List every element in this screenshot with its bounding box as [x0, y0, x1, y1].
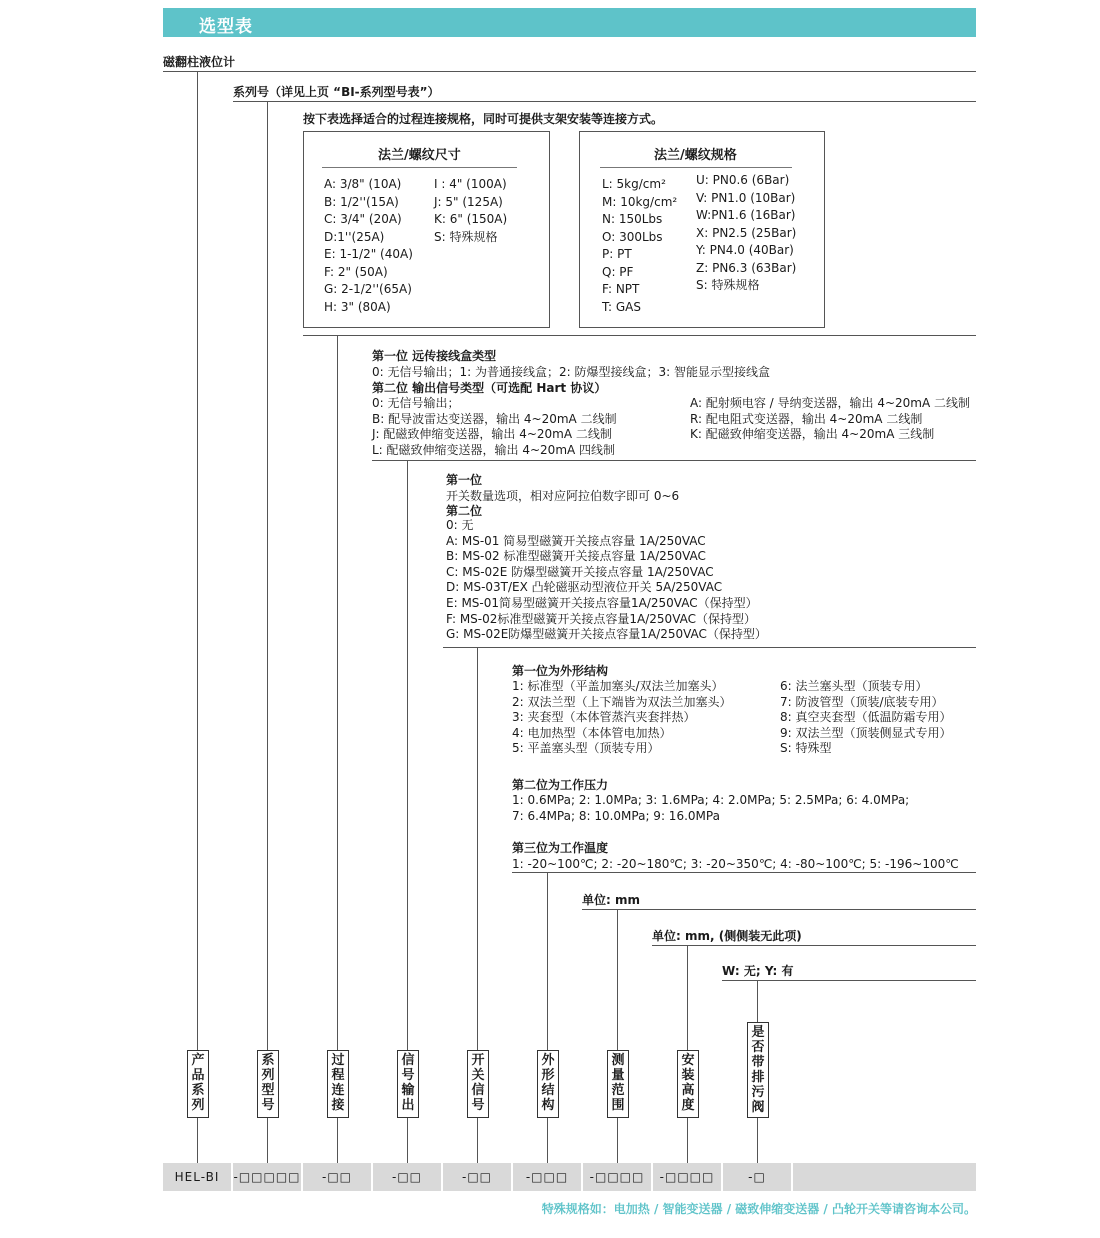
- divider: [582, 909, 976, 910]
- list-item: K: 6" (150A): [434, 212, 508, 226]
- list-item: 0: 无: [446, 518, 474, 532]
- list-item: S: 特殊规格: [434, 229, 498, 244]
- list-item: 1: 0.6MPa; 2: 1.0MPa; 3: 1.6MPa; 4: 2.0MPa; 5: 2.5MPa; 6: 4.0MPa;: [512, 793, 910, 807]
- list-item: F: 2" (50A): [324, 264, 388, 279]
- list-item: 5: 平盖塞头型（顶装专用）: [512, 741, 660, 756]
- label-measure-range: 测量范围: [607, 1050, 629, 1118]
- label-switch-signal: 开关信号: [467, 1050, 489, 1118]
- connection-intro: 按下表选择适合的过程连接规格，同时可提供支架安装等连接方式。: [303, 112, 664, 126]
- signal-first-desc: 0: 无信号输出；1: 为普通接线盒；2: 防爆型接线盒；3: 智能显示型接线盒: [372, 365, 770, 379]
- connector-line: [547, 872, 548, 1163]
- pressure-list: [512, 793, 909, 824]
- code-range: -□□□□: [583, 1163, 651, 1191]
- list-item: A: 3/8" (10A): [324, 177, 402, 191]
- switch-first-desc: 开关数量选项，相对应阿拉伯数字即可 0~6: [446, 489, 680, 503]
- divider: [443, 647, 976, 648]
- code-product: HEL-BI: [163, 1163, 231, 1191]
- divider: [303, 335, 976, 336]
- list-item: J: 配磁致伸缩变送器，输出 4~20mA 二线制: [372, 427, 612, 441]
- divider: [722, 980, 976, 981]
- list-item: L: 5kg/cm²: [602, 177, 666, 191]
- pressure-title: 第二位为工作压力: [512, 778, 609, 792]
- list-item: G: 2-1/2''(65A): [324, 282, 412, 296]
- product-level-title: 磁翻柱液位计: [163, 55, 236, 69]
- list-item: W:PN1.6 (16Bar): [696, 208, 796, 222]
- list-item: G: MS-02E防爆型磁簧开关接点容量1A/250VAC（保持型）: [446, 627, 767, 642]
- list-item: 7: 防波管型（顶装/底装专用）: [780, 694, 944, 709]
- list-item: 4: 电加热型（本体管电加热）: [512, 725, 672, 740]
- list-item: B: 配导波雷达变送器，输出 4~20mA 二线制: [372, 411, 617, 426]
- label-series-model: 系列型号: [257, 1050, 279, 1118]
- shape-left-list: [512, 679, 732, 757]
- cell-separator: [581, 1163, 583, 1191]
- cell-separator: [231, 1163, 233, 1191]
- label-signal-output: 信号输出: [397, 1050, 419, 1118]
- list-item: K: 配磁致伸缩变送器，输出 4~20mA 三线制: [690, 427, 935, 441]
- flange-size-col1: [324, 176, 413, 316]
- flange-size-box: [303, 131, 550, 328]
- code-shape: -□□□: [513, 1163, 581, 1191]
- shape-right-list: [780, 679, 952, 757]
- list-item: D: MS-03T/EX 凸轮磁驱动型液位开关 5A/250VAC: [446, 580, 723, 595]
- list-item: 9: 双法兰型（顶装侧显式专用）: [780, 725, 952, 740]
- code-switch: -□□: [443, 1163, 511, 1191]
- flange-size-title: 法兰/螺纹尺寸: [378, 148, 461, 163]
- list-item: 3: 夹套型（本体管蒸汽夹套拌热）: [512, 710, 696, 725]
- list-item: N: 150Lbs: [602, 212, 663, 226]
- divider: [512, 872, 976, 873]
- cell-separator: [791, 1163, 793, 1191]
- list-item: P: PT: [602, 247, 632, 261]
- code-connection: -□□: [303, 1163, 371, 1191]
- temperature-list: 1: -20~100℃; 2: -20~180℃; 3: -20~350℃; 4: -80~100℃; 5: -196~100℃: [512, 857, 959, 871]
- code-series: -□□□□□: [233, 1163, 301, 1191]
- divider: [163, 71, 976, 72]
- list-item: O: 300Lbs: [602, 229, 663, 244]
- connector-line: [617, 909, 618, 1163]
- list-item: 6: 法兰塞头型（顶装专用）: [780, 679, 928, 693]
- label-product-series: 产品系列: [187, 1050, 209, 1118]
- signal-right-list: [690, 396, 970, 443]
- list-item: I : 4" (100A): [434, 177, 507, 191]
- list-item: L: 配磁致伸缩变送器，输出 4~20mA 四线制: [372, 442, 616, 457]
- list-item: T: GAS: [602, 299, 641, 314]
- divider: [372, 460, 976, 461]
- section-header: [163, 8, 976, 37]
- list-item: F: NPT: [602, 282, 640, 296]
- signal-second-title: 第二位 输出信号类型（可选配 Hart 协议）: [372, 381, 607, 395]
- list-item: 8: 真空夹套型（低温防霜专用）: [780, 710, 952, 725]
- flange-spec-col1: [602, 176, 677, 316]
- flange-size-col2: [434, 176, 507, 246]
- divider: [600, 167, 792, 168]
- list-item: Q: PF: [602, 264, 634, 279]
- list-item: Z: PN6.3 (63Bar): [696, 260, 797, 275]
- code-height: -□□□□: [653, 1163, 721, 1191]
- list-item: E: 1-1/2" (40A): [324, 247, 413, 261]
- height-unit: 单位: mm, (侧侧装无此项): [652, 929, 802, 943]
- list-item: H: 3" (80A): [324, 299, 391, 314]
- code-drain: -□: [723, 1163, 791, 1191]
- list-item: B: MS-02 标准型磁簧开关接点容量 1A/250VAC: [446, 549, 706, 564]
- list-item: R: 配电阻式变送器，输出 4~20mA 二线制: [690, 411, 923, 426]
- divider: [322, 167, 517, 168]
- list-item: F: MS-02标准型磁簧开关接点容量1A/250VAC（保持型）: [446, 611, 757, 626]
- cell-separator: [371, 1163, 373, 1191]
- section-title: 选型表: [199, 17, 253, 37]
- code-signal: -□□: [373, 1163, 441, 1191]
- cell-separator: [721, 1163, 723, 1191]
- list-item: D:1''(25A): [324, 229, 385, 244]
- list-item: B: 1/2''(15A): [324, 194, 399, 209]
- list-item: A: MS-01 简易型磁簧开关接点容量 1A/250VAC: [446, 533, 706, 548]
- list-item: M: 10kg/cm²: [602, 194, 678, 209]
- drain-options: W: 无; Y: 有: [722, 964, 794, 978]
- label-process-connection: 过程连接: [327, 1050, 349, 1118]
- list-item: 1: 标准型（平盖加塞头/双法兰加塞头）: [512, 679, 724, 693]
- list-item: S: 特殊规格: [696, 278, 760, 292]
- divider: [652, 945, 976, 946]
- footer-note: 特殊规格如：电加热 / 智能变送器 / 磁致伸缩变送器 / 凸轮开关等请咨询本公司。: [541, 1202, 976, 1216]
- divider: [233, 101, 976, 102]
- list-item: C: 3/4" (20A): [324, 212, 402, 226]
- shape-first-title: 第一位为外形结构: [512, 664, 609, 678]
- list-item: E: MS-01简易型磁簧开关接点容量1A/250VAC（保持型）: [446, 595, 758, 610]
- temperature-title: 第三位为工作温度: [512, 841, 609, 855]
- signal-left-list: [372, 396, 617, 458]
- cell-separator: [651, 1163, 653, 1191]
- connector-line: [197, 71, 198, 1163]
- series-level-title: 系列号（详见上页 “BI-系列型号表”）: [233, 85, 440, 99]
- signal-first-title: 第一位 远传接线盒类型: [372, 349, 497, 363]
- list-item: A: 配射频电容 / 导纳变送器，输出 4~20mA 二线制: [690, 396, 971, 410]
- connector-line: [337, 335, 338, 1163]
- label-shape-structure: 外形结构: [537, 1050, 559, 1118]
- range-unit: 单位: mm: [582, 893, 640, 907]
- list-item: U: PN0.6 (6Bar): [696, 173, 790, 187]
- list-item: C: MS-02E 防爆型磁簧开关接点容量 1A/250VAC: [446, 564, 714, 579]
- cell-separator: [511, 1163, 513, 1191]
- label-drain-valve: 是否带排污阀: [747, 1022, 769, 1118]
- list-item: J: 5" (125A): [434, 194, 503, 209]
- flange-spec-box: [579, 131, 825, 328]
- list-item: Y: PN4.0 (40Bar): [696, 243, 794, 257]
- list-item: 2: 双法兰型（上下端皆为双法兰加塞头）: [512, 694, 732, 709]
- flange-spec-col2: [696, 172, 796, 295]
- cell-separator: [301, 1163, 303, 1191]
- list-item: X: PN2.5 (25Bar): [696, 225, 797, 240]
- flange-spec-title: 法兰/螺纹规格: [654, 148, 737, 163]
- list-item: V: PN1.0 (10Bar): [696, 190, 796, 205]
- list-item: 7: 6.4MPa; 8: 10.0MPa; 9: 16.0MPa: [512, 808, 720, 823]
- switch-second-title: 第二位: [446, 504, 483, 518]
- switch-first-title: 第一位: [446, 473, 483, 487]
- list-item: S: 特殊型: [780, 741, 832, 756]
- cell-separator: [441, 1163, 443, 1191]
- switch-list: [446, 518, 767, 643]
- list-item: 0: 无信号输出；: [372, 396, 460, 410]
- label-install-height: 安装高度: [677, 1050, 699, 1118]
- connector-line: [267, 101, 268, 1163]
